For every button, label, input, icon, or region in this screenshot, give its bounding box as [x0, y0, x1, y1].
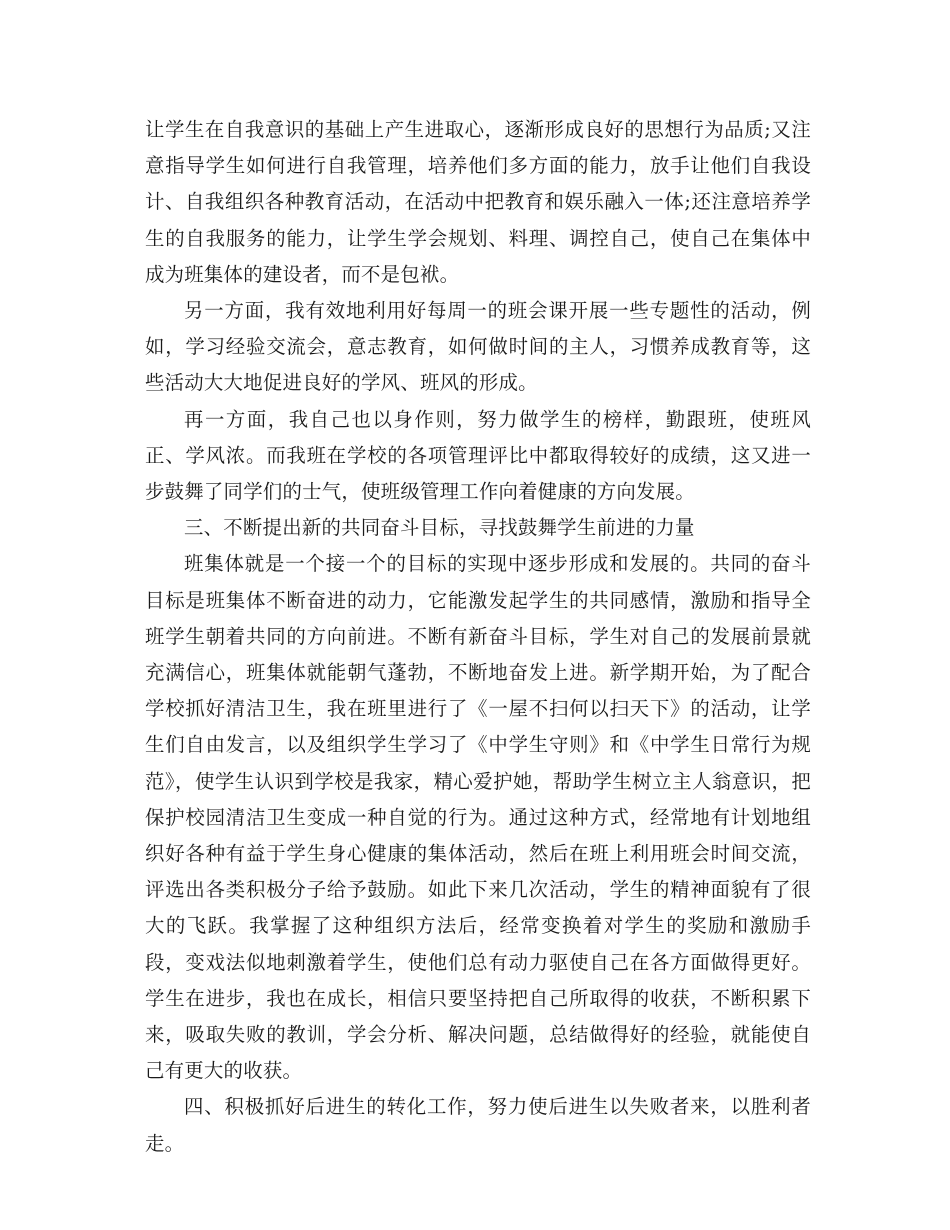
paragraph-common-goals: 班集体就是一个接一个的目标的实现中逐步形成和发展的。共同的奋斗目标是班集体不断奋进的动力，它能激发起学生的共同感情，激励和指导全班学生朝着共同的方向前进。不断有新奋斗目标，学生对自己的发展前景就充满信心，班集体就能朝气蓬勃，不断地奋发上进。新学期开始，为了配合学校抓好清洁卫生，我在班里进行了《一屋不扫何以扫天下》的活动，让学生们自由发言，以及组织学生学习了《中学生守则》和《中学生日常行为规范》，使学生认识到学校是我家，精心爱护她，帮助学生树立主人翁意识，把保护校园清洁卫生变成一种自觉的行为。通过这种方式，经常地有计划地组织好各种有益于学生身心健康的集体活动，然后在班上利用班会时间交流，评选出各类积极分子给予鼓励。如此下来几次活动，学生的精神面貌有了很大的飞跃。我掌握了这种组织方法后，经常变换着对学生的奖励和激励手段，变戏法似地刺激着学生，使他们总有动力驱使自己在各方面做得更好。学生在进步，我也在成长，相信只要坚持把自己所取得的收获，不断积累下来，吸取失败的教训，学会分析、解决问题，总结做得好的经验，就能使自己有更大的收获。	[145, 552, 811, 1083]
section-heading-3: 三、不断提出新的共同奋斗目标，寻找鼓舞学生前进的力量	[184, 516, 695, 540]
paragraph-class-meeting: 另一方面，我有效地利用好每周一的班会课开展一些专题性的活动，例如，学习经验交流会，意志教育，如何做时间的主人，习惯养成教育等，这些活动大大地促进良好的学风、班风的形成。	[145, 299, 811, 395]
paragraph-continuation: 让学生在自我意识的基础上产生进取心，逐渐形成良好的思想行为品质;又注意指导学生如何进行自我管理，培养他们多方面的能力，放手让他们自我设计、自我组织各种教育活动，在活动中把教育和娱乐融入一体;还注意培养学生的自我服务的能力，让学生学会规划、料理、调控自己，使自己在集体中成为班集体的建设者，而不是包袱。	[145, 118, 811, 286]
paragraph-role-model: 再一方面，我自己也以身作则，努力做学生的榜样，勤跟班，使班风正、学风浓。而我班在学校的各项管理评比中都取得较好的成绩，这又进一步鼓舞了同学们的士气，使班级管理工作向着健康的方向发展。	[145, 407, 811, 504]
section-heading-4: 四、积极抓好后进生的转化工作，努力使后进生以失败者来，以胜利者走。	[145, 1095, 811, 1155]
document-body	[145, 112, 811, 1162]
